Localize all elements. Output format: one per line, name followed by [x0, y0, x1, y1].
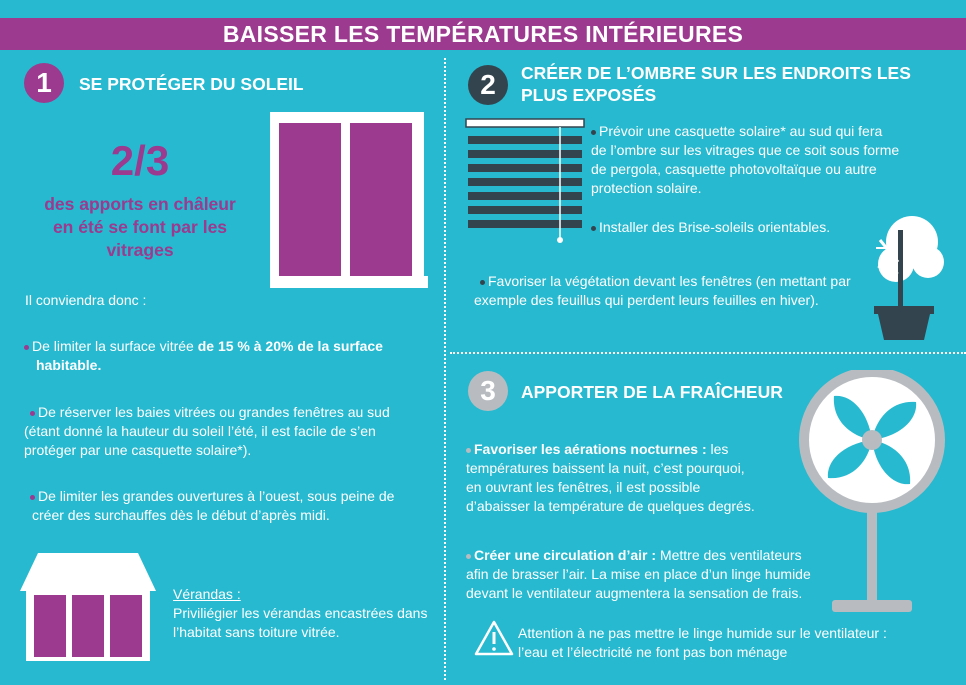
window-icon: [270, 112, 430, 292]
intro-text: Il conviendra donc :: [25, 292, 147, 308]
section1-number-badge: 1: [24, 63, 64, 103]
warning-icon: [474, 620, 514, 656]
stat-description: des apports en châleur en été se font par les vitrages: [44, 194, 236, 260]
bullet-west-openings: De limiter les grandes ouvertures à l’ouest, sous peine de créer des surchauffes dès le début d’après midi.: [32, 488, 395, 523]
section2-heading: CRÉER DE L’OMBRE SUR LES ENDROITS LES PLUS EXPOSÉS: [521, 63, 911, 105]
section2-text-brise-soleil: Installer des Brise-soleils orientables.: [591, 218, 830, 237]
section3-text-circulation: Créer une circulation d’air : Mettre des ventilateurs afin de brasser l’air. La mise en place d’un linge humide devant le ventilateur augmentera la sensation de frais.: [466, 547, 811, 601]
fan-icon: [790, 370, 960, 620]
section3-heading: APPORTER DE LA FRAÎCHEUR: [521, 382, 783, 402]
page-title: BAISSER LES TEMPÉRATURES INTÉRIEURES: [0, 18, 966, 50]
blinds-icon: [464, 117, 594, 247]
vertical-divider: [444, 58, 446, 680]
bullet-south-windows: De réserver les baies vitrées ou grandes fenêtres au sud (étant donné la hauteur du soleil l’été, il est facile de s’en protéger par une casquette solaire*).: [24, 404, 390, 458]
bullet-surface: De limiter la surface vitrée de 15 % à 20% de la surface habitable.: [24, 337, 383, 375]
stat-value: 2/3: [110, 137, 170, 184]
warning-text: Attention à ne pas mettre le linge humide sur le ventilateur : l’eau et l’électricité ne font pas bon ménage: [518, 625, 887, 660]
veranda-text: Vérandas : Priviliégier les vérandas encastrées dans l’habitat sans toiture vitrée.: [173, 586, 428, 640]
section1-heading: SE PROTÉGER DU SOLEIL: [79, 74, 304, 94]
section2-number-badge: 2: [468, 65, 508, 105]
section3-text-aerations: Favoriser les aérations nocturnes : les températures baissent la nuit, c’est pourquoi, en ouvrant les fenêtres, il est possible d’abaisser la température de quelques degrés.: [466, 441, 755, 514]
veranda-icon: [20, 553, 160, 663]
horizontal-divider: [450, 352, 966, 354]
section2-text-vegetation: Favoriser la végétation devant les fenêtres (en mettant par exemple des feuillus qui perdent leurs feuilles en hiver).: [474, 273, 851, 308]
section3-number-badge: 3: [468, 371, 508, 411]
section2-text-casquette: Prévoir une casquette solaire* au sud qui fera de l’ombre sur les vitrages que ce soit sous forme de pergola, casquette photovoltaïque ou autre protection solaire.: [591, 123, 900, 196]
plant-icon: [866, 212, 946, 344]
